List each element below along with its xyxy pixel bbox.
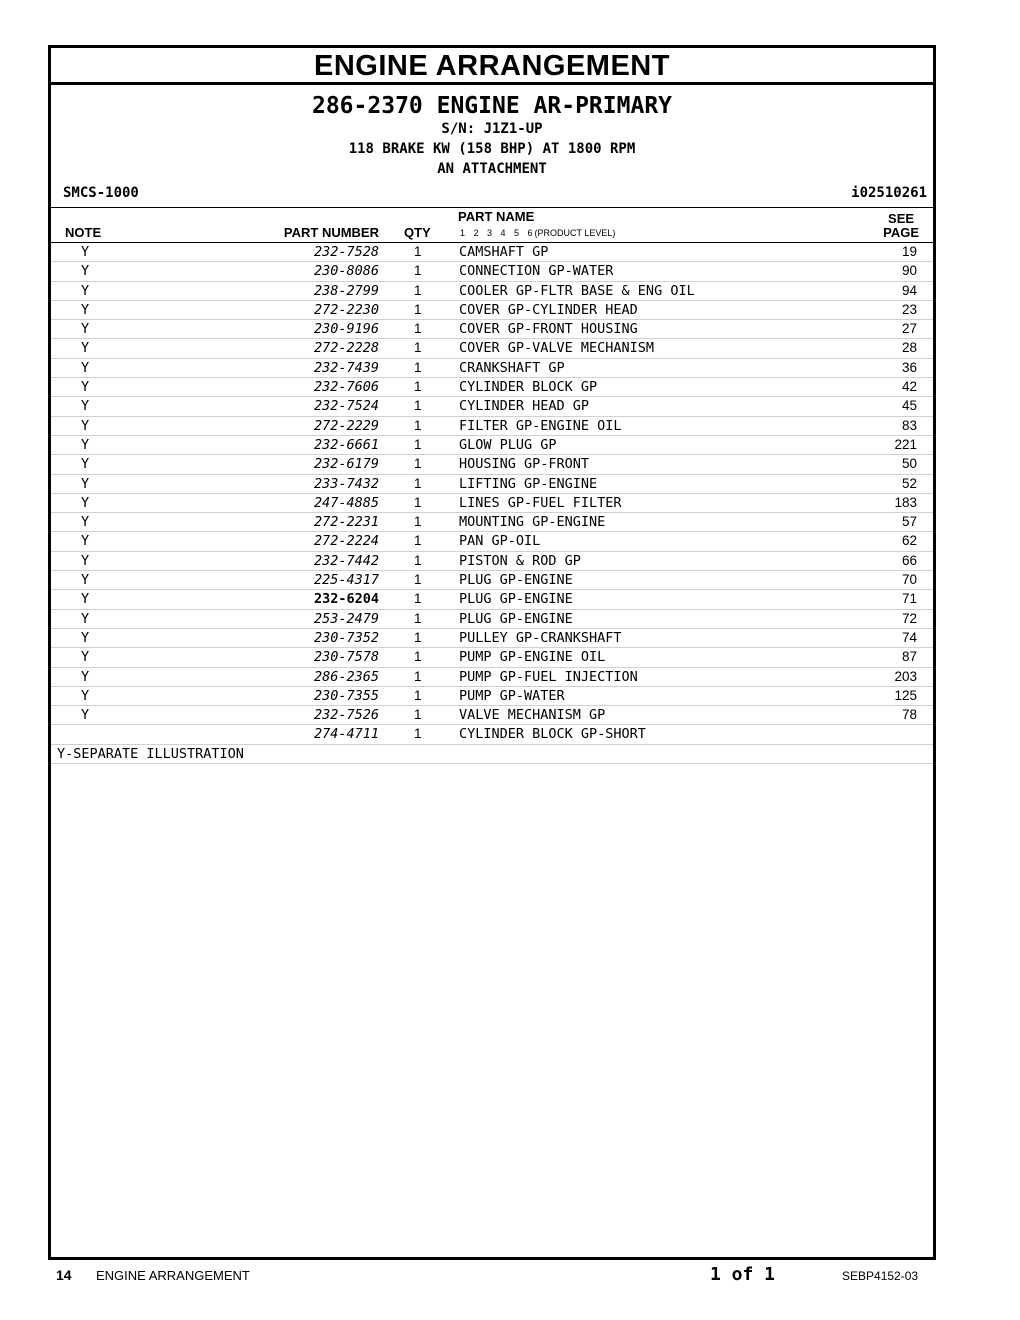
- qty-cell: 1: [414, 456, 422, 472]
- table-row: [51, 339, 933, 358]
- table-row: [51, 397, 933, 416]
- qty-cell: 1: [414, 436, 422, 452]
- table-row: [51, 532, 933, 551]
- note-cell: Y: [81, 649, 90, 666]
- page-frame: [48, 45, 936, 1260]
- part-number-cell: 232-6661: [313, 436, 379, 453]
- see-page-cell: 74: [901, 629, 917, 645]
- see-page-cell: 72: [901, 610, 917, 626]
- section-title: ENGINE ARRANGEMENT: [51, 48, 933, 85]
- header-see: SEE: [888, 211, 915, 226]
- table-row: [51, 571, 933, 590]
- part-number-cell: 247-4885: [313, 494, 379, 511]
- part-number-cell: 238-2799: [313, 282, 379, 299]
- note-cell: Y: [81, 668, 90, 685]
- part-name-cell: PUMP GP-ENGINE OIL: [459, 649, 606, 666]
- see-page-cell: 78: [901, 707, 917, 723]
- part-name-cell: COOLER GP-FLTR BASE & ENG OIL: [459, 282, 695, 299]
- qty-cell: 1: [414, 591, 422, 607]
- part-name-cell: LIFTING GP-ENGINE: [459, 475, 598, 492]
- see-page-cell: 36: [901, 359, 917, 375]
- part-number-cell: 272-2224: [313, 533, 379, 550]
- part-number-cell: 230-7352: [313, 629, 379, 646]
- part-number-cell: 225-4317: [313, 572, 379, 589]
- note-cell: Y: [81, 629, 90, 646]
- part-number-cell: 232-7528: [313, 244, 379, 260]
- part-number-cell: 233-7432: [313, 475, 379, 492]
- qty-cell: 1: [414, 533, 422, 549]
- see-page-cell: 50: [901, 456, 917, 472]
- part-number-cell: 232-6204: [313, 591, 379, 608]
- header-see-page: [883, 212, 919, 240]
- see-page-cell: 203: [894, 668, 917, 684]
- table-row: [51, 282, 933, 301]
- part-name-cell: COVER GP-VALVE MECHANISM: [459, 340, 655, 357]
- table-row: [51, 378, 933, 397]
- qty-cell: 1: [414, 475, 422, 491]
- qty-cell: 1: [414, 668, 422, 684]
- qty-cell: 1: [414, 282, 422, 298]
- table-row: [51, 320, 933, 339]
- table-row: [51, 455, 933, 474]
- see-page-cell: 45: [901, 398, 917, 414]
- table-row: [51, 552, 933, 571]
- table-row: [51, 629, 933, 648]
- part-name-cell: CRANKSHAFT GP: [459, 359, 565, 376]
- smcs-code: SMCS-1000: [63, 185, 139, 201]
- table-row: [51, 648, 933, 667]
- table-header: [51, 208, 933, 243]
- table-row: [51, 475, 933, 494]
- part-name-cell: CAMSHAFT GP: [459, 244, 549, 260]
- note-cell: Y: [81, 494, 90, 511]
- note-cell: Y: [81, 610, 90, 627]
- note-cell: Y: [81, 456, 90, 473]
- qty-cell: 1: [414, 340, 422, 356]
- see-page-cell: 221: [894, 436, 917, 452]
- see-page-cell: 23: [901, 301, 917, 317]
- page-footer: [0, 1264, 1020, 1288]
- qty-cell: 1: [414, 707, 422, 723]
- part-number-cell: 272-2231: [313, 514, 379, 531]
- note-cell: Y: [81, 552, 90, 569]
- qty-cell: 1: [414, 417, 422, 433]
- part-number-cell: 232-7442: [313, 552, 379, 569]
- part-name-cell: CONNECTION GP-WATER: [459, 263, 614, 280]
- part-name-cell: VALVE MECHANISM GP: [459, 707, 606, 724]
- qty-cell: 1: [414, 514, 422, 530]
- part-name-cell: CYLINDER BLOCK GP: [459, 379, 598, 396]
- table-row: [51, 436, 933, 455]
- note-cell: Y: [81, 707, 90, 724]
- footnote: Y-SEPARATE ILLUSTRATION: [51, 745, 933, 764]
- qty-cell: 1: [414, 649, 422, 665]
- parts-table-body: [51, 243, 933, 745]
- part-name-cell: COVER GP-FRONT HOUSING: [459, 321, 638, 338]
- part-number-cell: 253-2479: [313, 610, 379, 627]
- qty-cell: 1: [414, 398, 422, 414]
- header-part-name: PART NAME: [458, 209, 535, 224]
- table-row: [51, 513, 933, 532]
- part-name-cell: PULLEY GP-CRANKSHAFT: [459, 629, 622, 646]
- qty-cell: 1: [414, 379, 422, 395]
- note-cell: Y: [81, 244, 90, 260]
- qty-cell: 1: [414, 263, 422, 279]
- see-page-cell: 87: [901, 649, 917, 665]
- note-cell: Y: [81, 436, 90, 453]
- part-number-cell: 230-7578: [313, 649, 379, 666]
- part-number-cell: 274-4711: [313, 726, 379, 743]
- table-row: [51, 359, 933, 378]
- see-page-cell: 71: [901, 591, 917, 607]
- note-cell: Y: [81, 263, 90, 280]
- note-cell: Y: [81, 301, 90, 318]
- table-row: [51, 590, 933, 609]
- note-cell: Y: [81, 591, 90, 608]
- part-number-cell: 232-7526: [313, 707, 379, 724]
- note-cell: Y: [81, 379, 90, 396]
- note-cell: Y: [81, 475, 90, 492]
- see-page-cell: 94: [901, 282, 917, 298]
- see-page-cell: 27: [901, 321, 917, 337]
- see-page-cell: 28: [901, 340, 917, 356]
- part-name-cell: CYLINDER BLOCK GP-SHORT: [459, 726, 646, 743]
- part-name-cell: PLUG GP-ENGINE: [459, 572, 573, 589]
- header-level-numbers: 1 2 3 4 5 6: [460, 228, 533, 238]
- header-levels: [460, 228, 615, 238]
- part-name-cell: CYLINDER HEAD GP: [459, 398, 590, 415]
- part-number-cell: 230-8086: [313, 263, 379, 280]
- note-cell: Y: [81, 572, 90, 589]
- part-name-cell: PLUG GP-ENGINE: [459, 591, 573, 608]
- table-row: [51, 610, 933, 629]
- part-number-cell: 232-7606: [313, 379, 379, 396]
- engine-rating: 118 BRAKE KW (158 BHP) AT 1800 RPM: [348, 141, 636, 157]
- illustration-id: i02510261: [851, 185, 927, 201]
- table-row: [51, 417, 933, 436]
- see-page-cell: 183: [894, 494, 917, 510]
- note-cell: Y: [81, 417, 90, 434]
- see-page-cell: 19: [901, 244, 917, 259]
- part-number-cell: 272-2229: [313, 417, 379, 434]
- qty-cell: 1: [414, 359, 422, 375]
- table-row: [51, 687, 933, 706]
- part-number-cell: 272-2228: [313, 340, 379, 357]
- footer-pagination: 1 of 1: [710, 1264, 776, 1285]
- qty-cell: 1: [414, 494, 422, 510]
- table-row: [51, 706, 933, 725]
- table-row: [51, 243, 933, 262]
- part-name-cell: PUMP GP-FUEL INJECTION: [459, 668, 638, 685]
- note-cell: Y: [81, 359, 90, 376]
- part-name-cell: PAN GP-OIL: [459, 533, 541, 550]
- qty-cell: 1: [414, 726, 422, 742]
- table-row: [51, 725, 933, 744]
- part-name-cell: PUMP GP-WATER: [459, 687, 565, 704]
- qty-cell: 1: [414, 572, 422, 588]
- serial-number: S/N: J1Z1-UP: [441, 121, 543, 137]
- note-cell: Y: [81, 282, 90, 299]
- part-number-cell: 232-7524: [313, 398, 379, 415]
- qty-cell: 1: [414, 301, 422, 317]
- header-note: NOTE: [65, 225, 102, 240]
- part-number-cell: 272-2230: [313, 301, 379, 318]
- part-number-cell: 232-7439: [313, 359, 379, 376]
- header-product-level: (PRODUCT LEVEL): [534, 228, 616, 238]
- note-cell: Y: [81, 514, 90, 531]
- see-page-cell: 90: [901, 263, 917, 279]
- see-page-cell: 66: [901, 552, 917, 568]
- qty-cell: 1: [414, 552, 422, 568]
- part-number-cell: 286-2365: [313, 668, 379, 685]
- footer-section: ENGINE ARRANGEMENT: [96, 1268, 250, 1283]
- see-page-cell: 57: [901, 514, 917, 530]
- part-name-cell: FILTER GP-ENGINE OIL: [459, 417, 622, 434]
- part-name-cell: HOUSING GP-FRONT: [459, 456, 590, 473]
- qty-cell: 1: [414, 629, 422, 645]
- part-name-cell: MOUNTING GP-ENGINE: [459, 514, 606, 531]
- footer-doc-id: SEBP4152-03: [842, 1269, 919, 1283]
- qty-cell: 1: [414, 687, 422, 703]
- table-row: [51, 262, 933, 281]
- qty-cell: 1: [414, 610, 422, 626]
- table-row: [51, 494, 933, 513]
- group-title: 286-2370 ENGINE AR-PRIMARY: [311, 93, 673, 119]
- see-page-cell: 62: [901, 533, 917, 549]
- note-cell: Y: [81, 340, 90, 357]
- header-qty: QTY: [404, 225, 431, 240]
- qty-cell: 1: [414, 321, 422, 337]
- note-cell: Y: [81, 687, 90, 704]
- see-page-cell: 70: [901, 572, 917, 588]
- smcs-row: [51, 183, 933, 208]
- see-page-cell: 42: [901, 379, 917, 395]
- header-part-number: PART NUMBER: [283, 225, 379, 240]
- note-cell: Y: [81, 321, 90, 338]
- see-page-cell: 52: [901, 475, 917, 491]
- header-page: PAGE: [883, 225, 919, 240]
- part-name-cell: GLOW PLUG GP: [459, 436, 557, 453]
- part-number-cell: 230-7355: [313, 687, 379, 704]
- note-cell: Y: [81, 533, 90, 550]
- note-cell: Y: [81, 398, 90, 415]
- group-type: AN ATTACHMENT: [437, 161, 547, 177]
- part-number-cell: 230-9196: [313, 321, 379, 338]
- see-page-cell: 125: [894, 687, 917, 703]
- part-number-cell: 232-6179: [313, 456, 379, 473]
- footer-page-number: 14: [56, 1267, 72, 1283]
- part-name-cell: LINES GP-FUEL FILTER: [459, 494, 622, 511]
- see-page-cell: 83: [901, 417, 917, 433]
- table-row: [51, 301, 933, 320]
- part-name-cell: PLUG GP-ENGINE: [459, 610, 573, 627]
- qty-cell: 1: [414, 244, 422, 259]
- part-name-cell: COVER GP-CYLINDER HEAD: [459, 301, 638, 318]
- table-row: [51, 668, 933, 687]
- part-name-cell: PISTON & ROD GP: [459, 552, 581, 569]
